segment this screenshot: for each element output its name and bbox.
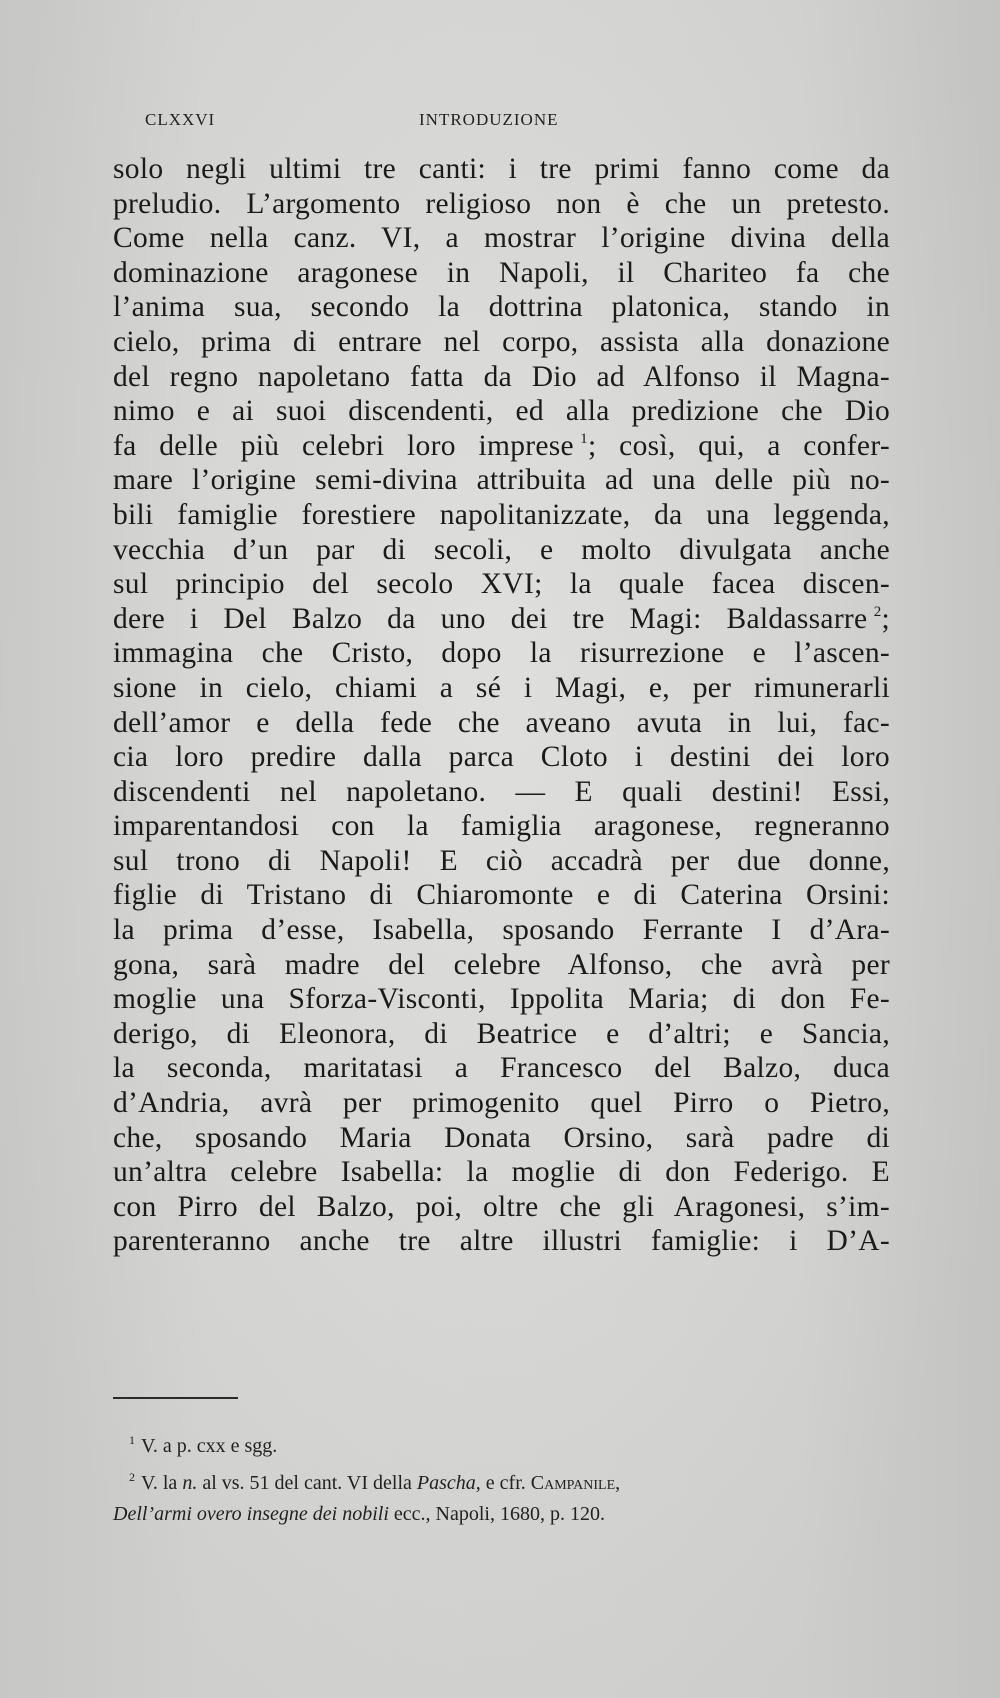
text-line: che, sposando Maria Donata Orsino, sarà padre di bbox=[113, 1121, 890, 1154]
text-line: moglie una Sforza-Visconti, Ippolita Maria; di don Fe- bbox=[113, 983, 890, 1016]
footnote-title: Pascha bbox=[416, 1472, 476, 1494]
text-line: solo negli ultimi tre canti: i tre primi fanno come da bbox=[113, 153, 890, 185]
text-line: derigo, di Eleonora, di Beatrice e d’altri; e Sancia, bbox=[113, 1017, 890, 1050]
text-line: nimo e ai suoi discendenti, ed alla predizione che Dio bbox=[113, 395, 890, 428]
text-line: gona, sarà madre del celebre Alfonso, che avrà per bbox=[113, 948, 890, 981]
text-line: discendenti nel napoletano. — E quali destini! Essi, bbox=[113, 775, 890, 808]
text-line: la prima d’esse, Isabella, sposando Ferrante I d’Ara- bbox=[113, 914, 890, 947]
footnote-text: al vs. 51 del cant. VI della bbox=[197, 1472, 417, 1494]
text-line: Come nella canz. VI, a mostrar l’origine divina della bbox=[113, 222, 890, 255]
text-line: vecchia d’un par di secoli, e molto divulgata anche bbox=[113, 533, 890, 566]
footnote-mark: 1 bbox=[129, 1433, 135, 1447]
text-line bbox=[113, 602, 890, 637]
text-line: preludio. L’argomento religioso non è che un pretesto. bbox=[113, 187, 890, 220]
footnote-ref-1: 1 bbox=[580, 430, 588, 447]
text-line: un’altra celebre Isabella: la moglie di don Federigo. E bbox=[113, 1156, 890, 1189]
footnote-text: ecc., Napoli, 1680, p. 120. bbox=[388, 1503, 605, 1525]
footnote-text: , e cfr. bbox=[475, 1472, 531, 1494]
text-line: dell’amor e della fede che aveano avuta in lui, fac- bbox=[113, 706, 890, 739]
footnote-divider bbox=[113, 1397, 238, 1399]
text-line: parenteranno anche tre altre illustri famiglie: i D’A- bbox=[113, 1225, 890, 1258]
footnote-text: V. la bbox=[141, 1472, 183, 1494]
text-line: cia loro predire dalla parca Cloto i destini dei loro bbox=[113, 741, 890, 774]
text-line: dominazione aragonese in Napoli, il Chariteo fa che bbox=[113, 256, 890, 289]
footnote-1 bbox=[113, 1425, 890, 1462]
text-segment: dere i Del Balzo da uno dei tre Magi: Baldassarre bbox=[113, 602, 868, 635]
footnote-text: n. bbox=[182, 1472, 198, 1494]
main-text bbox=[113, 152, 890, 1259]
text-segment: ; bbox=[881, 602, 890, 635]
text-line: figlie di Tristano di Chiaromonte e di Caterina Orsini: bbox=[113, 879, 890, 912]
text-line: mare l’origine semi-divina attribuita ad una delle più no- bbox=[113, 464, 890, 497]
running-title: INTRODUZIONE bbox=[419, 110, 559, 129]
page-header bbox=[145, 110, 885, 140]
footnotes bbox=[113, 1425, 890, 1530]
text-line: d’Andria, avrà per primogenito quel Pirro o Pietro, bbox=[113, 1087, 890, 1120]
text-line: la seconda, maritatasi a Francesco del Balzo, duca bbox=[113, 1052, 890, 1085]
footnote-author: Campanile, bbox=[530, 1472, 621, 1494]
text-line: bili famiglie forestiere napolitanizzate, da una leggenda, bbox=[113, 498, 890, 531]
footnote-title: Dell’armi overo insegne dei nobili bbox=[113, 1503, 389, 1525]
text-line: sul trono di Napoli! E ciò accadrà per due donne, bbox=[113, 844, 890, 877]
text-line: l’anima sua, secondo la dottrina platonica, stando in bbox=[113, 291, 890, 324]
footnote-mark: 2 bbox=[129, 1470, 135, 1484]
text-line: immagina che Cristo, dopo la risurrezione e l’ascen- bbox=[113, 637, 890, 670]
text-line bbox=[113, 429, 890, 464]
text-segment: ; così, qui, a confer- bbox=[587, 429, 890, 462]
footnote-text: V. a p. cxx e sgg. bbox=[141, 1435, 278, 1457]
text-line: sione in cielo, chiami a sé i Magi, e, per rimunerarli bbox=[113, 671, 890, 704]
text-line: con Pirro del Balzo, poi, oltre che gli Aragonesi, s’im- bbox=[113, 1190, 890, 1223]
text-segment: fa delle più celebri loro imprese bbox=[113, 429, 574, 462]
text-line: imparentandosi con la famiglia aragonese, regneranno bbox=[113, 810, 890, 843]
text-line: cielo, prima di entrare nel corpo, assista alla donazione bbox=[113, 325, 890, 358]
footnote-ref-2: 2 bbox=[873, 603, 882, 620]
text-line: sul principio del secolo XVI; la quale facea discen- bbox=[113, 568, 890, 601]
footnote-2 bbox=[113, 1462, 890, 1499]
footnote-2-continued bbox=[113, 1499, 890, 1530]
text-line: del regno napoletano fatta da Dio ad Alfonso il Magna- bbox=[113, 360, 890, 393]
page-number: CLXXVI bbox=[145, 110, 216, 129]
